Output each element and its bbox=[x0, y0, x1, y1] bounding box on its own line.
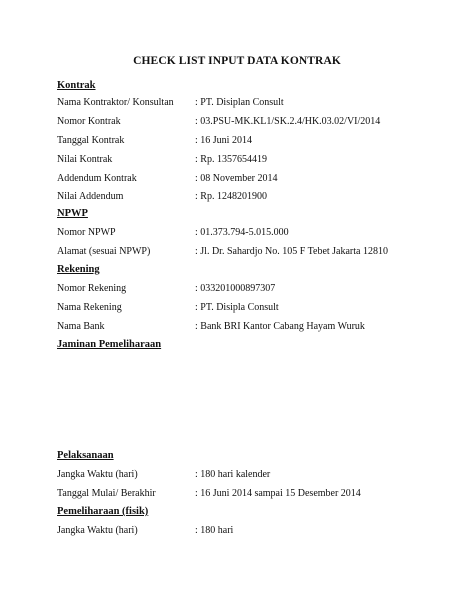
value-nomor-kontrak: : 03.PSU-MK.KL1/SK.2.4/HK.03.02/VI/2014 bbox=[195, 116, 381, 127]
value-addendum-kontrak: : 08 November 2014 bbox=[195, 173, 278, 184]
label-nilai-kontrak: Nilai Kontrak bbox=[57, 154, 113, 165]
value-alamat-npwp: : Jl. Dr. Sahardjo No. 105 F Tebet Jakarta 12810 bbox=[195, 246, 388, 257]
label-nomor-kontrak: Nomor Kontrak bbox=[57, 116, 121, 127]
label-nama-kontraktor: Nama Kontraktor/ Konsultan bbox=[57, 97, 174, 108]
label-addendum-kontrak: Addendum Kontrak bbox=[57, 173, 137, 184]
label-nama-rekening: Nama Rekening bbox=[57, 302, 122, 313]
section-heading-jaminan-pemeliharaan: Jaminan Pemeliharaan bbox=[57, 339, 162, 350]
section-heading-pemeliharaan-fisik: Pemeliharaan (fisik) bbox=[57, 506, 149, 517]
value-nomor-rekening: : 033201000897307 bbox=[195, 283, 276, 294]
section-heading-pelaksanaan: Pelaksanaan bbox=[57, 450, 114, 461]
value-nama-rekening: : PT. Disipla Consult bbox=[195, 302, 279, 313]
label-jangka-waktu-pemeliharaan: Jangka Waktu (hari) bbox=[57, 525, 138, 536]
value-jangka-waktu-pelaksanaan: : 180 hari kalender bbox=[195, 469, 271, 480]
label-tanggal-kontrak: Tanggal Kontrak bbox=[57, 135, 125, 146]
value-nilai-kontrak: : Rp. 1357654419 bbox=[195, 154, 267, 165]
label-tanggal-mulai-berakhir: Tanggal Mulai/ Berakhir bbox=[57, 488, 156, 499]
label-nama-bank: Nama Bank bbox=[57, 321, 105, 332]
label-alamat-npwp: Alamat (sesuai NPWP) bbox=[57, 246, 151, 257]
section-heading-rekening: Rekening bbox=[57, 264, 100, 275]
value-nama-bank: : Bank BRI Kantor Cabang Hayam Wuruk bbox=[195, 321, 365, 332]
value-tanggal-mulai-berakhir: : 16 Juni 2014 sampai 15 Desember 2014 bbox=[195, 488, 361, 499]
document-title: CHECK LIST INPUT DATA KONTRAK bbox=[133, 55, 341, 67]
value-jangka-waktu-pemeliharaan: : 180 hari bbox=[195, 525, 234, 536]
value-nilai-addendum: : Rp. 1248201900 bbox=[195, 191, 267, 202]
label-nomor-rekening: Nomor Rekening bbox=[57, 283, 127, 294]
section-heading-npwp: NPWP bbox=[57, 208, 88, 219]
value-nama-kontraktor: : PT. Disiplan Consult bbox=[195, 97, 284, 108]
section-heading-kontrak: Kontrak bbox=[57, 80, 96, 91]
value-tanggal-kontrak: : 16 Juni 2014 bbox=[195, 135, 252, 146]
label-jangka-waktu-pelaksanaan: Jangka Waktu (hari) bbox=[57, 469, 138, 480]
label-nilai-addendum: Nilai Addendum bbox=[57, 191, 124, 202]
value-nomor-npwp: : 01.373.794-5.015.000 bbox=[195, 227, 289, 238]
label-nomor-npwp: Nomor NPWP bbox=[57, 227, 116, 238]
